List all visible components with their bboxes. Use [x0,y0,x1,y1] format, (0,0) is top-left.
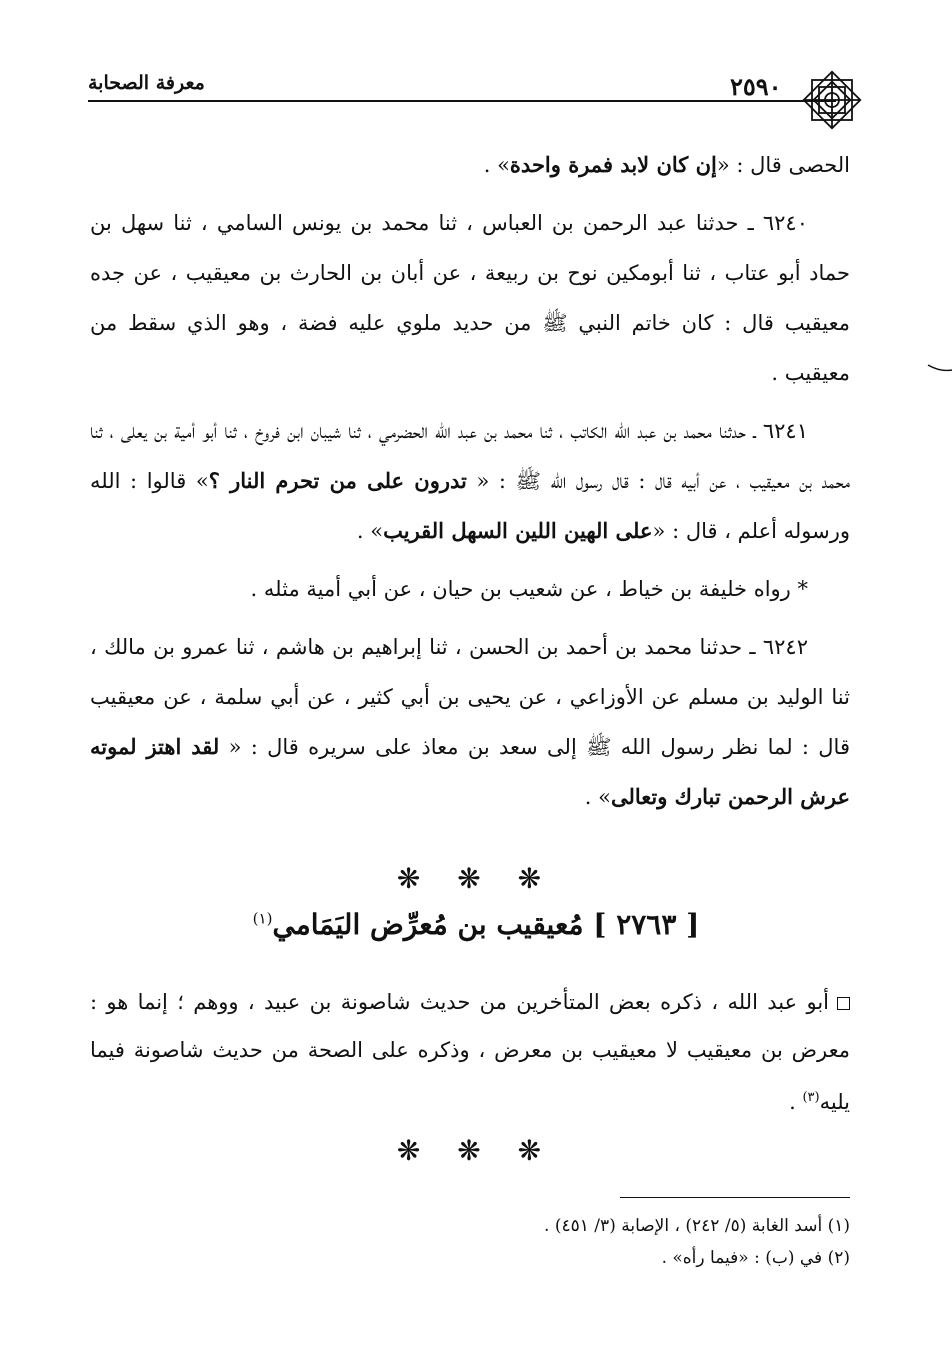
page-header [0,62,952,132]
text-segment: ٦٢٤٢ ـ حدثنا محمد بن أحمد بن الحسن ، ثنا إبراهيم بن هاشم ، ثنا عمرو بن مالك ، ثنا الوليد بن مسلم عن الأوزاعي ، عن يحيى بن أبي كثير ، عن أبي سلمة ، عن معيقيب قال : لما نظر رسول الله ﷺ إلى سعد بن معاذ على سريره قال : « [90,635,850,759]
narration-note [90,564,850,614]
square-marker-icon [837,997,850,1010]
prophetic-saying: على الهين اللين السهل القريب [383,518,653,543]
margin-stroke [926,362,952,374]
section-separator-bottom: ❋ ❋ ❋ [396,1134,556,1167]
text-segment: » . [356,519,384,543]
paragraph-continuation [90,140,850,190]
prophetic-saying: تدرون على من تحرم النار ؟ [208,468,467,493]
hadith-body [90,140,850,822]
prophetic-saying: لقد اهتز لموته عرش الرحمن تبارك وتعالى [90,734,850,809]
entry-title: [ ٢٧٦٣ ] مُعيقيب بن مُعرِّض اليَمَامي [272,908,700,941]
text-segment: » . [483,153,510,177]
entry-biography [90,978,850,1126]
header-rule [88,100,836,102]
text-segment: » . [584,785,611,809]
text-segment: ٦٢٤١ ـ حدثنا محمد بن عبد الله الكاتب ، ثنا محمد بن عبد الله الحضرمي ، ثنا شيبان ابن فروخ ، ثنا أبو أمية بن يعلى ، ثنا محمد بن معيقيب ، عن أبيه قال : قال رسول الله ﷺ : « [90,419,851,493]
entry-heading [150,908,802,941]
biography-end: . [789,1090,803,1114]
text-segment: الحصى قال : « [716,153,850,177]
footnotes [90,1210,850,1274]
text-segment: ٦٢٤٠ ـ حدثنا عبد الرحمن بن العباس ، ثنا محمد بن يونس السامي ، ثنا سهل بن حماد أبو عتاب ، ثنا أبومكين نوح بن ربيعة ، عن أبان بن الحارث بن معيقيب ، عن جده معيقيب قال : كان خاتم النبي ﷺ من حديد ملوي عليه فضة ، وهو الذي سقط من معيقيب . [90,211,850,385]
section-separator: ❋ ❋ ❋ [396,862,556,895]
page-number: ٢٥٩٠ [730,72,782,101]
footnote-1: (١) أسد الغابة (٥/ ٢٤٢) ، الإصابة (٣/ ٤٥١) . [544,1216,850,1236]
footnote-2: (٢) في (ب) : «فيما رأه» . [661,1248,850,1268]
text-segment: » قالوا : الله ورسوله أعلم ، قال : « [90,469,850,543]
prophetic-saying: إن كان لابد فمرة واحدة [509,152,717,177]
hadith-6241 [90,406,850,556]
footnote-rule [620,1197,850,1198]
biography-text: أبو عبد الله ، ذكره بعض المتأخرين من حديث شاصونة بن عبيد ، ووهم ؛ إنما هو : معرض بن معيقيب لا معيقيب بن معرض ، وذكره على الصحة من حديث شاصونة فيما يليه [90,990,850,1114]
ornament-star-icon [800,68,864,132]
footnote-ref: (١) [252,909,273,928]
footnote-ref: (٣) [802,1090,820,1105]
hadith-6240 [90,198,850,398]
text-segment: * رواه خليفة بن خياط ، عن شعيب بن حيان ، عن أبي أمية مثله . [250,577,808,601]
book-title: معرفة الصحابة [88,72,205,94]
hadith-6242 [90,622,850,822]
